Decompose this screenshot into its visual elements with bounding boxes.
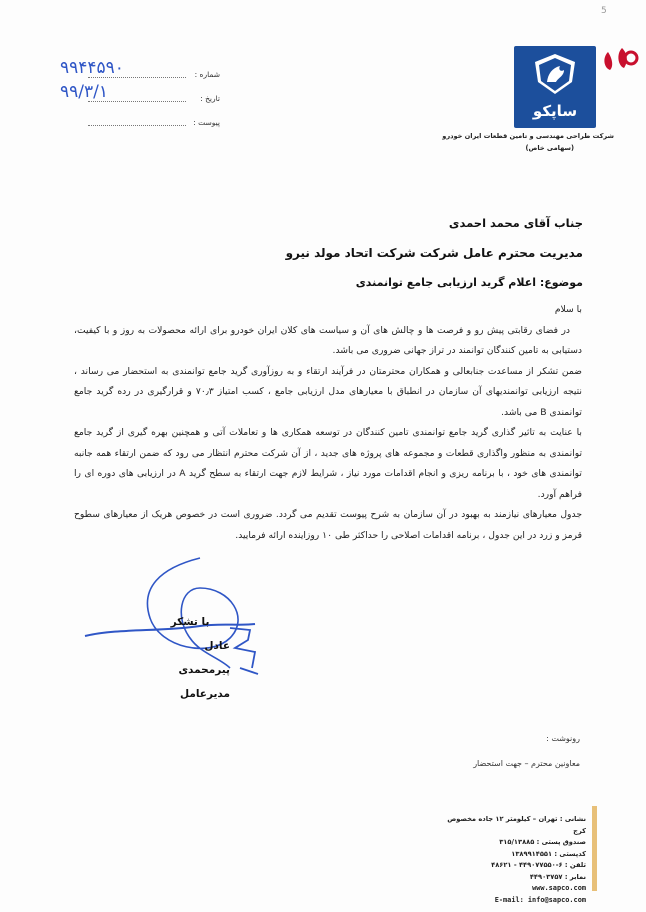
signature-title: مدیرعامل	[179, 688, 230, 700]
attachment-dots	[88, 125, 186, 126]
signature-block	[150, 610, 230, 706]
contact-block	[440, 814, 586, 906]
company-name: شرکت طراحی مهندسی و تامین قطعات ایران خودرو	[442, 132, 614, 140]
letter-body	[74, 300, 582, 546]
signature-name: عادل پیرمحمدی	[178, 640, 230, 676]
body-paragraph-1: در فضای رقابتی پیش رو و فرصت ها و چالش های آن و سیاست های کلان ایران خودرو برای ارائه محصولات به روز و با کیفیت، دستیابی به تامین کنندگان توانمند در تراز جهانی ضروری می باشد.	[74, 324, 582, 356]
footer-accent-bar	[592, 806, 597, 891]
contact-web[interactable]: www.sapco.com	[532, 884, 586, 892]
anniversary-emblem-icon	[600, 40, 640, 80]
number-label: شماره :	[194, 70, 220, 79]
number-value: ۹۹۴۴۵۹۰	[60, 58, 124, 78]
contact-phone: تلفن : ۶-۴۴۹۰۷۷۵۵۰ - ۴۸۶۲۱	[491, 861, 586, 869]
contact-fax: نمابر : ۴۴۹۰۳۷۵۷	[529, 872, 586, 881]
company-block	[394, 130, 614, 154]
logo-text: ساپکو	[532, 102, 578, 120]
letter-subject: موضوع: اعلام گرید ارزیابی جامع توانمندی	[355, 276, 583, 289]
contact-pobox: صندوق پستی : ۳۱۵/۱۳۸۸۵	[499, 838, 586, 846]
letter-meta	[60, 58, 220, 138]
date-value: ۹۹/۳/۱	[60, 82, 108, 102]
cc-label: رونوشت :	[546, 734, 580, 743]
cc-line-1: معاونین محترم – جهت استحضار	[473, 759, 580, 768]
corner-mark: 5	[601, 6, 607, 16]
date-row	[60, 82, 220, 114]
attachment-row	[60, 114, 220, 138]
horse-emblem-icon	[514, 46, 596, 102]
body-paragraph-4: جدول معیارهای نیازمند به بهبود در آن سازمان به شرح پیوست تقدیم می گردد. ضروری است در خصوص هریک از معیارهای سطوح قرمز و زرد در این جدول ، برنامه اقدامات اصلاحی را حداکثر طی ۱۰ روزاینده ارائه فرمایید.	[74, 509, 582, 541]
body-paragraph-2: ضمن تشکر از مساعدت جنابعالی و همکاران محترمتان در فرآیند ارتقاء و به روزآوری گرید جامع توانمندی به استحضار می رساند ، نتیجه ارزیابی توانمندیهای آن سازمان در انطباق با معیارهای مدل ارزیابی جامع ، کسب امتیاز ۷۰٫۳ و قرارگیری در رده گرید جامع توانمندی B می باشد.	[74, 365, 582, 418]
contact-email[interactable]: E-mail: info@sapco.com	[494, 895, 586, 904]
recipient-name: جناب آقای محمد احمدی	[448, 216, 583, 230]
greeting: با سلام	[554, 304, 582, 315]
recipient-title: مدیریت محترم عامل شرکت شرکت اتحاد مولد نیرو	[285, 246, 583, 260]
recipient-block	[183, 208, 583, 298]
contact-postal: کدپستی : ۱۳۸۹۹۱۴۵۵۱	[511, 849, 586, 858]
company-type: (سهامی خاص)	[525, 144, 574, 152]
date-label: تاریخ :	[200, 94, 220, 103]
cc-block	[440, 726, 580, 776]
signature-thanks: با تشکر	[170, 616, 210, 628]
attachment-label: پیوست :	[193, 118, 220, 127]
sapco-logo	[514, 46, 596, 128]
body-paragraph-3: با عنایت به تاثیر گذاری گرید جامع توانمندی تامین کنندگان در توسعه همکاری ها و تعاملات آتی و همچنین بهره گیری از گرید جامع توانمندی به منظور واگذاری قطعات و مجموعه های پروژه های جدید ، از آن شرکت محترم انتظار می رود که ضمن ارتقاء همه جانبه توانمندی های خود ، با برنامه ریزی و انجام اقدامات مورد نیاز ، شرایط لازم جهت ارتقاء به سطح گرید A در ارزیابی های دوره ای را فراهم آورد.	[74, 427, 582, 500]
contact-address: نشانی : تهران – کیلومتر ۱۲ جاده مخصوص کرج	[447, 815, 586, 835]
